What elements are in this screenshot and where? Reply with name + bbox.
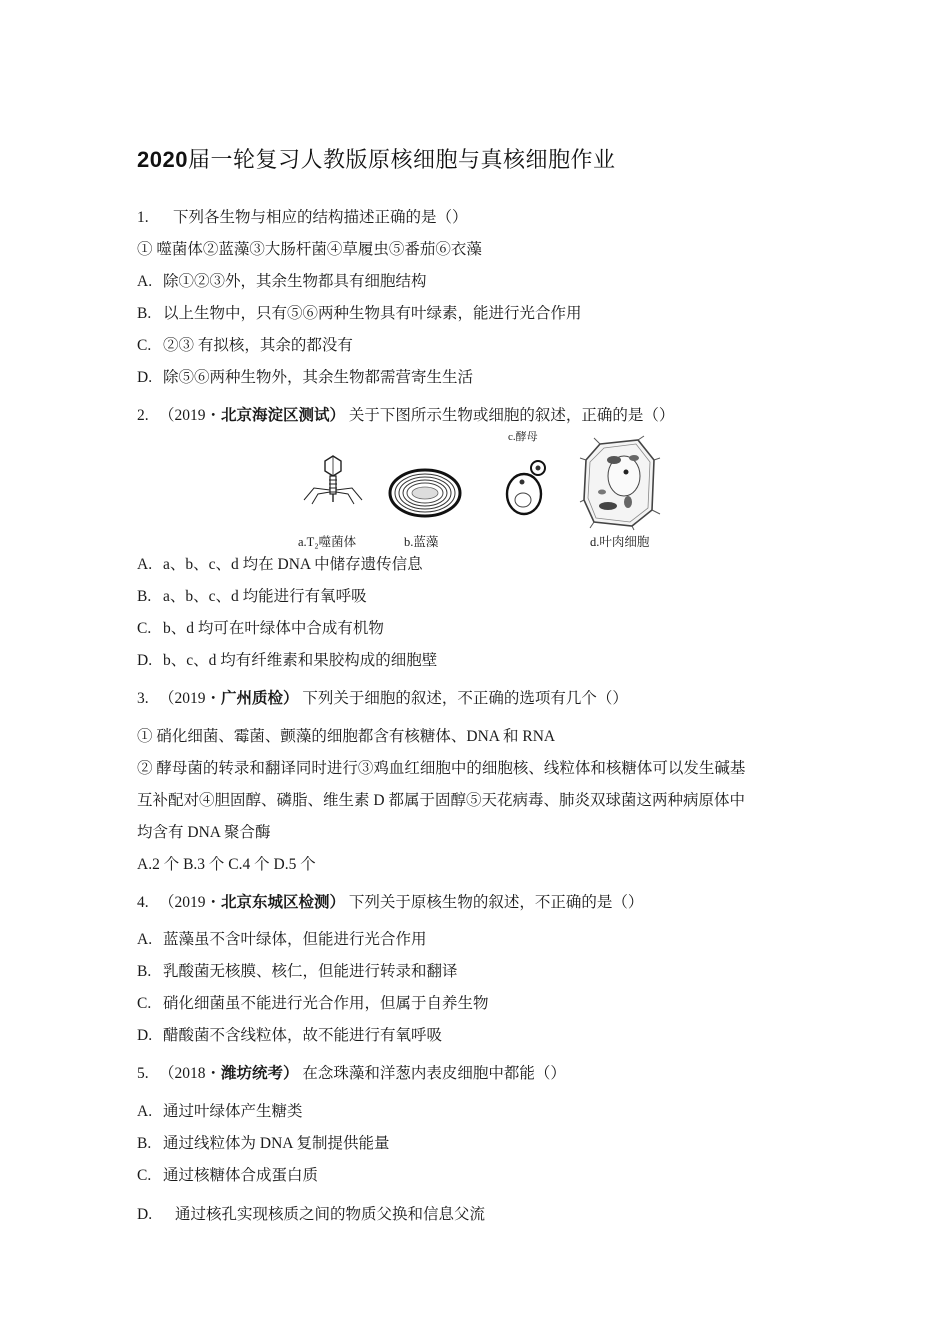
figure-caption-d: d.叶肉细胞 [590,535,650,549]
question-text: 下列关于细胞的叙述，不正确的选项有几个（） [302,690,628,707]
question-source-year: （2019・ [159,407,222,424]
question-2-figure [290,432,670,550]
question-3-answer-choices: A.2 个 B.3 个 C.4 个 D.5 个 [137,856,316,873]
question-2-option-b [137,587,367,607]
option-text: 以上生物中，只有⑤⑥两种生物具有叶绿素，能进行光合作用 [163,305,582,322]
question-source: 广州质检） [221,690,299,707]
question-number: 2. [137,407,149,424]
option-label: B. [137,588,152,605]
question-source-year: （2019・ [159,894,222,911]
option-text: 通过叶绿体产生糖类 [163,1103,303,1120]
question-text: 下列关于原核生物的叙述，不正确的是（） [348,894,644,911]
option-text: a、b、c、d 均在 DNA 中储存遗传信息 [163,556,423,573]
question-4-stem [137,893,643,913]
question-text: 在念珠藻和洋葱内表皮细胞中都能（） [302,1065,566,1082]
option-label: D. [137,1206,153,1223]
option-text: 乳酸菌无核膜、核仁，但能进行转录和翻译 [163,963,458,980]
question-1-option-a [137,272,427,292]
question-source: 潍坊统考） [221,1065,299,1082]
option-text: 硝化细菌虽不能进行光合作用，但属于自养生物 [163,995,489,1012]
question-text: 关于下图所示生物或细胞的叙述，正确的是（） [348,407,675,424]
figure-caption-a: a.T₂噬菌体 [298,535,357,549]
option-label: B. [137,963,152,980]
title-year: 2020 [137,147,188,172]
question-3-line-1: ① 硝化细菌、霉菌、颤藻的细胞都含有核糖体、DNA 和 RNA [137,728,556,745]
question-1-list: ① 噬菌体②蓝藻③大肠杆菌④草履虫⑤番茄⑥衣藻 [137,241,482,258]
question-5-option-c [137,1166,318,1186]
option-text: 通过核孔实现核质之间的物质父换和信息父流 [175,1206,486,1223]
question-3-stem [137,689,628,709]
question-3-line-2: ② 酵母菌的转录和翻译同时进行③鸡血红细胞中的细胞核、线粒体和核糖体可以发生碱基 [137,760,746,777]
option-label: A. [137,931,153,948]
option-text: 通过线粒体为 DNA 复制提供能量 [163,1135,390,1152]
option-text: a、b、c、d 均能进行有氧呼吸 [163,588,367,605]
question-2-option-a [137,555,423,575]
question-number: 1. [137,209,149,226]
question-4-option-c [137,994,489,1014]
question-number: 5. [137,1065,149,1082]
option-text: 醋酸菌不含线粒体，故不能进行有氧呼吸 [163,1027,443,1044]
yeast-illustration [504,458,554,518]
question-1-option-b [137,304,582,324]
option-label: C. [137,337,152,354]
question-number: 4. [137,894,149,911]
option-label: D. [137,369,153,386]
question-4-option-b [137,962,458,982]
question-1-stem [137,208,468,228]
option-text: b、c、d 均有纤维素和果胶构成的细胞壁 [163,652,438,669]
figure-caption-b: b.蓝藻 [404,535,439,549]
question-5-option-d [137,1205,485,1225]
question-1-option-c [137,336,353,356]
mesophyll-cell-illustration [580,438,660,530]
figure-caption-c-partial: c.酵母 [508,431,538,443]
question-source-year: （2019・ [159,690,222,707]
option-label: B. [137,305,152,322]
option-label: D. [137,652,153,669]
option-label: C. [137,995,152,1012]
title-text: 届一轮复习人教版原核细胞与真核细胞作业 [187,147,616,172]
phage-illustration [298,454,368,524]
cyanobacteria-illustration [388,468,462,518]
option-label: B. [137,1135,152,1152]
question-source: 北京海淀区测试） [221,407,346,424]
question-source: 北京东城区检测） [221,894,346,911]
question-5-option-b [137,1134,389,1154]
question-2-stem [137,406,674,426]
option-label: A. [137,556,153,573]
question-3-line-4: 均含有 DNA 聚合酶 [137,824,271,841]
question-3-line-3: 互补配对④胆固醇、磷脂、维生素 D 都属于固醇⑤天花病毒、肺炎双球菌这两种病原体中 [137,792,745,809]
question-5-stem [137,1064,566,1084]
option-text: b、d 均可在叶绿体中合成有机物 [163,620,384,637]
option-text: 除⑤⑥两种生物外，其余生物都需营寄生生活 [163,369,474,386]
question-source-year: （2018・ [159,1065,222,1082]
question-1-option-d [137,368,473,388]
question-number: 3. [137,690,149,707]
option-text: 除①②③外，其余生物都具有细胞结构 [163,273,427,290]
page-title [137,143,615,174]
question-4-option-d [137,1026,442,1046]
question-2-option-c [137,619,384,639]
option-text: ②③ 有拟核，其余的都没有 [163,337,353,354]
option-text: 通过核糖体合成蛋白质 [163,1167,319,1184]
question-2-option-d [137,651,437,671]
question-text: 下列各生物与相应的结构描述正确的是（） [173,209,468,226]
option-label: C. [137,620,152,637]
option-label: A. [137,1103,153,1120]
option-label: A. [137,273,153,290]
option-text: 蓝藻虽不含叶绿体，但能进行光合作用 [163,931,427,948]
question-4-option-a [137,930,427,950]
option-label: C. [137,1167,152,1184]
option-label: D. [137,1027,153,1044]
question-5-option-a [137,1102,303,1122]
